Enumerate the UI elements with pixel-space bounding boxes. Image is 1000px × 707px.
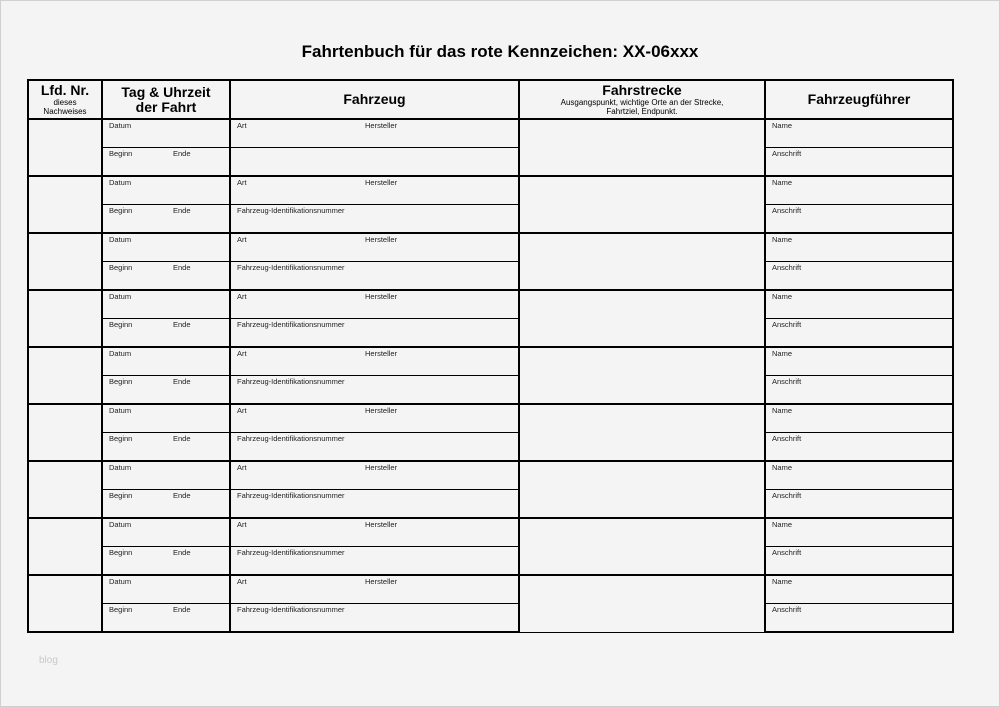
ende-label: Ende (173, 206, 191, 215)
anschrift-label: Anschrift (772, 206, 802, 215)
anschrift-label: Anschrift (772, 491, 802, 500)
datum-label: Datum (109, 235, 132, 244)
name-label: Name (772, 520, 793, 529)
datum-cell[interactable] (102, 518, 230, 547)
name-label: Name (772, 292, 793, 301)
entry-row-top (28, 347, 953, 376)
entry-row-top (28, 575, 953, 604)
art-label: Art (237, 520, 247, 529)
anschrift-label: Anschrift (772, 320, 802, 329)
hersteller-label: Hersteller (365, 406, 398, 415)
art-hersteller-cell[interactable] (230, 176, 519, 205)
anschrift-label: Anschrift (772, 605, 802, 614)
ende-label: Ende (173, 491, 191, 500)
strecke-cell[interactable] (519, 461, 765, 518)
ende-label: Ende (173, 320, 191, 329)
beginn-label: Beginn (109, 320, 133, 329)
datum-cell[interactable] (102, 119, 230, 148)
header-fuehrer: Fahrzeugführer (765, 80, 953, 119)
art-hersteller-cell[interactable] (230, 575, 519, 604)
fin-cell[interactable] (230, 262, 519, 291)
hersteller-label: Hersteller (365, 178, 398, 187)
header-lfd-sub2: Nachweises (43, 107, 87, 116)
ende-label: Ende (173, 605, 191, 614)
hersteller-label: Hersteller (365, 520, 398, 529)
entry-row-bottom (28, 604, 953, 633)
entry-number-cell[interactable] (28, 404, 102, 461)
beginn-ende-cell[interactable] (102, 547, 230, 576)
entry-row-top (28, 461, 953, 490)
beginn-ende-cell[interactable] (102, 205, 230, 234)
beginn-ende-cell[interactable] (102, 319, 230, 348)
entry-row-bottom (28, 376, 953, 405)
name-cell[interactable] (765, 290, 953, 319)
entry-row-bottom (28, 547, 953, 576)
fin-cell[interactable] (230, 148, 519, 177)
name-cell[interactable] (765, 347, 953, 376)
fin-label: Fahrzeug-Identifikationsnummer (237, 263, 345, 272)
datum-label: Datum (109, 406, 132, 415)
datum-label: Datum (109, 349, 132, 358)
hersteller-label: Hersteller (365, 577, 398, 586)
beginn-label: Beginn (109, 491, 133, 500)
datum-cell[interactable] (102, 404, 230, 433)
datum-label: Datum (109, 292, 132, 301)
art-hersteller-cell[interactable] (230, 119, 519, 148)
name-cell[interactable] (765, 404, 953, 433)
entry-row-top (28, 290, 953, 319)
header-lfd (28, 80, 102, 119)
header-strecke-sub2: Fahrtziel, Endpunkt. (606, 107, 678, 116)
strecke-cell[interactable] (519, 575, 765, 632)
art-label: Art (237, 292, 247, 301)
strecke-cell[interactable] (519, 290, 765, 347)
hersteller-label: Hersteller (365, 235, 398, 244)
beginn-ende-cell[interactable] (102, 262, 230, 291)
datum-cell[interactable] (102, 461, 230, 490)
art-hersteller-cell[interactable] (230, 461, 519, 490)
art-label: Art (237, 349, 247, 358)
name-cell[interactable] (765, 575, 953, 604)
header-strecke-title: Fahrstrecke (602, 82, 682, 98)
anschrift-cell[interactable] (765, 319, 953, 348)
entry-row-top (28, 518, 953, 547)
datum-label: Datum (109, 520, 132, 529)
name-cell[interactable] (765, 176, 953, 205)
entry-number-cell[interactable] (28, 290, 102, 347)
entry-number-cell[interactable] (28, 518, 102, 575)
header-fahrzeug: Fahrzeug (230, 80, 519, 119)
datum-cell[interactable] (102, 575, 230, 604)
fin-label: Fahrzeug-Identifikationsnummer (237, 206, 345, 215)
anschrift-label: Anschrift (772, 149, 802, 158)
name-label: Name (772, 463, 793, 472)
name-label: Name (772, 235, 793, 244)
datum-label: Datum (109, 577, 132, 586)
beginn-label: Beginn (109, 206, 133, 215)
anschrift-cell[interactable] (765, 148, 953, 177)
beginn-label: Beginn (109, 263, 133, 272)
strecke-cell[interactable] (519, 347, 765, 404)
datum-cell[interactable] (102, 290, 230, 319)
fin-cell[interactable] (230, 490, 519, 519)
entry-number-cell[interactable] (28, 233, 102, 290)
datum-cell[interactable] (102, 176, 230, 205)
art-label: Art (237, 577, 247, 586)
fin-label: Fahrzeug-Identifikationsnummer (237, 605, 345, 614)
anschrift-cell[interactable] (765, 490, 953, 519)
entry-number-cell[interactable] (28, 119, 102, 176)
art-hersteller-cell[interactable] (230, 404, 519, 433)
header-row (28, 80, 953, 119)
name-cell[interactable] (765, 518, 953, 547)
name-label: Name (772, 121, 793, 130)
beginn-ende-cell[interactable] (102, 376, 230, 405)
entry-row-bottom (28, 262, 953, 291)
anschrift-cell[interactable] (765, 205, 953, 234)
beginn-ende-cell[interactable] (102, 604, 230, 633)
art-label: Art (237, 178, 247, 187)
entry-row-bottom (28, 148, 953, 177)
header-lfd-title: Lfd. Nr. (40, 82, 90, 98)
name-cell[interactable] (765, 461, 953, 490)
entry-row-top (28, 404, 953, 433)
watermark: blog (39, 655, 58, 666)
beginn-label: Beginn (109, 605, 133, 614)
strecke-cell[interactable] (519, 518, 765, 575)
entry-row-bottom (28, 490, 953, 519)
datum-cell[interactable] (102, 233, 230, 262)
header-tag (102, 80, 230, 119)
entry-row-top (28, 233, 953, 262)
art-hersteller-cell[interactable] (230, 233, 519, 262)
beginn-label: Beginn (109, 377, 133, 386)
header-strecke (519, 80, 765, 119)
entry-row-bottom (28, 205, 953, 234)
art-hersteller-cell[interactable] (230, 347, 519, 376)
fin-label: Fahrzeug-Identifikationsnummer (237, 434, 345, 443)
hersteller-label: Hersteller (365, 121, 398, 130)
ende-label: Ende (173, 149, 191, 158)
fin-cell[interactable] (230, 319, 519, 348)
entry-row-bottom (28, 319, 953, 348)
logbook-body (28, 119, 953, 632)
ende-label: Ende (173, 377, 191, 386)
datum-label: Datum (109, 178, 132, 187)
entry-number-cell[interactable] (28, 461, 102, 518)
art-label: Art (237, 235, 247, 244)
fin-label: Fahrzeug-Identifikationsnummer (237, 548, 345, 557)
art-hersteller-cell[interactable] (230, 518, 519, 547)
fin-cell[interactable] (230, 547, 519, 576)
strecke-cell[interactable] (519, 119, 765, 176)
datum-label: Datum (109, 463, 132, 472)
entry-row-top (28, 176, 953, 205)
anschrift-cell[interactable] (765, 604, 953, 633)
art-hersteller-cell[interactable] (230, 290, 519, 319)
strecke-cell[interactable] (519, 233, 765, 290)
art-label: Art (237, 463, 247, 472)
art-label: Art (237, 121, 247, 130)
strecke-cell[interactable] (519, 176, 765, 233)
fin-cell[interactable] (230, 376, 519, 405)
entry-number-cell[interactable] (28, 176, 102, 233)
name-cell[interactable] (765, 233, 953, 262)
strecke-cell[interactable] (519, 404, 765, 461)
name-label: Name (772, 178, 793, 187)
name-cell[interactable] (765, 119, 953, 148)
fin-label: Fahrzeug-Identifikationsnummer (237, 491, 345, 500)
fin-cell[interactable] (230, 604, 519, 633)
fin-cell[interactable] (230, 205, 519, 234)
datum-label: Datum (109, 121, 132, 130)
beginn-ende-cell[interactable] (102, 433, 230, 462)
name-label: Name (772, 406, 793, 415)
anschrift-label: Anschrift (772, 548, 802, 557)
anschrift-cell[interactable] (765, 433, 953, 462)
anschrift-label: Anschrift (772, 434, 802, 443)
entry-number-cell[interactable] (28, 575, 102, 632)
entry-row-top (28, 119, 953, 148)
fin-label: Fahrzeug-Identifikationsnummer (237, 320, 345, 329)
logbook-table (27, 79, 954, 633)
name-label: Name (772, 349, 793, 358)
header-strecke-sub1: Ausgangspunkt, wichtige Orte an der Strecke, (560, 98, 724, 107)
hersteller-label: Hersteller (365, 292, 398, 301)
hersteller-label: Hersteller (365, 349, 398, 358)
page-title: Fahrtenbuch für das rote Kennzeichen: XX-06xxx (301, 42, 699, 61)
ende-label: Ende (173, 434, 191, 443)
anschrift-cell[interactable] (765, 376, 953, 405)
datum-cell[interactable] (102, 347, 230, 376)
beginn-label: Beginn (109, 548, 133, 557)
ende-label: Ende (173, 263, 191, 272)
anschrift-label: Anschrift (772, 263, 802, 272)
beginn-ende-cell[interactable] (102, 148, 230, 177)
beginn-label: Beginn (109, 434, 133, 443)
ende-label: Ende (173, 548, 191, 557)
header-tag-line1: Tag & Uhrzeit (121, 83, 211, 100)
entry-number-cell[interactable] (28, 347, 102, 404)
fin-cell[interactable] (230, 433, 519, 462)
beginn-label: Beginn (109, 149, 133, 158)
hersteller-label: Hersteller (365, 463, 398, 472)
anschrift-cell[interactable] (765, 262, 953, 291)
anschrift-label: Anschrift (772, 377, 802, 386)
name-label: Name (772, 577, 793, 586)
art-label: Art (237, 406, 247, 415)
anschrift-cell[interactable] (765, 547, 953, 576)
entry-row-bottom (28, 433, 953, 462)
fin-label: Fahrzeug-Identifikationsnummer (237, 377, 345, 386)
header-lfd-sub1: dieses (53, 98, 77, 107)
beginn-ende-cell[interactable] (102, 490, 230, 519)
header-tag-line2: der Fahrt (135, 98, 197, 115)
